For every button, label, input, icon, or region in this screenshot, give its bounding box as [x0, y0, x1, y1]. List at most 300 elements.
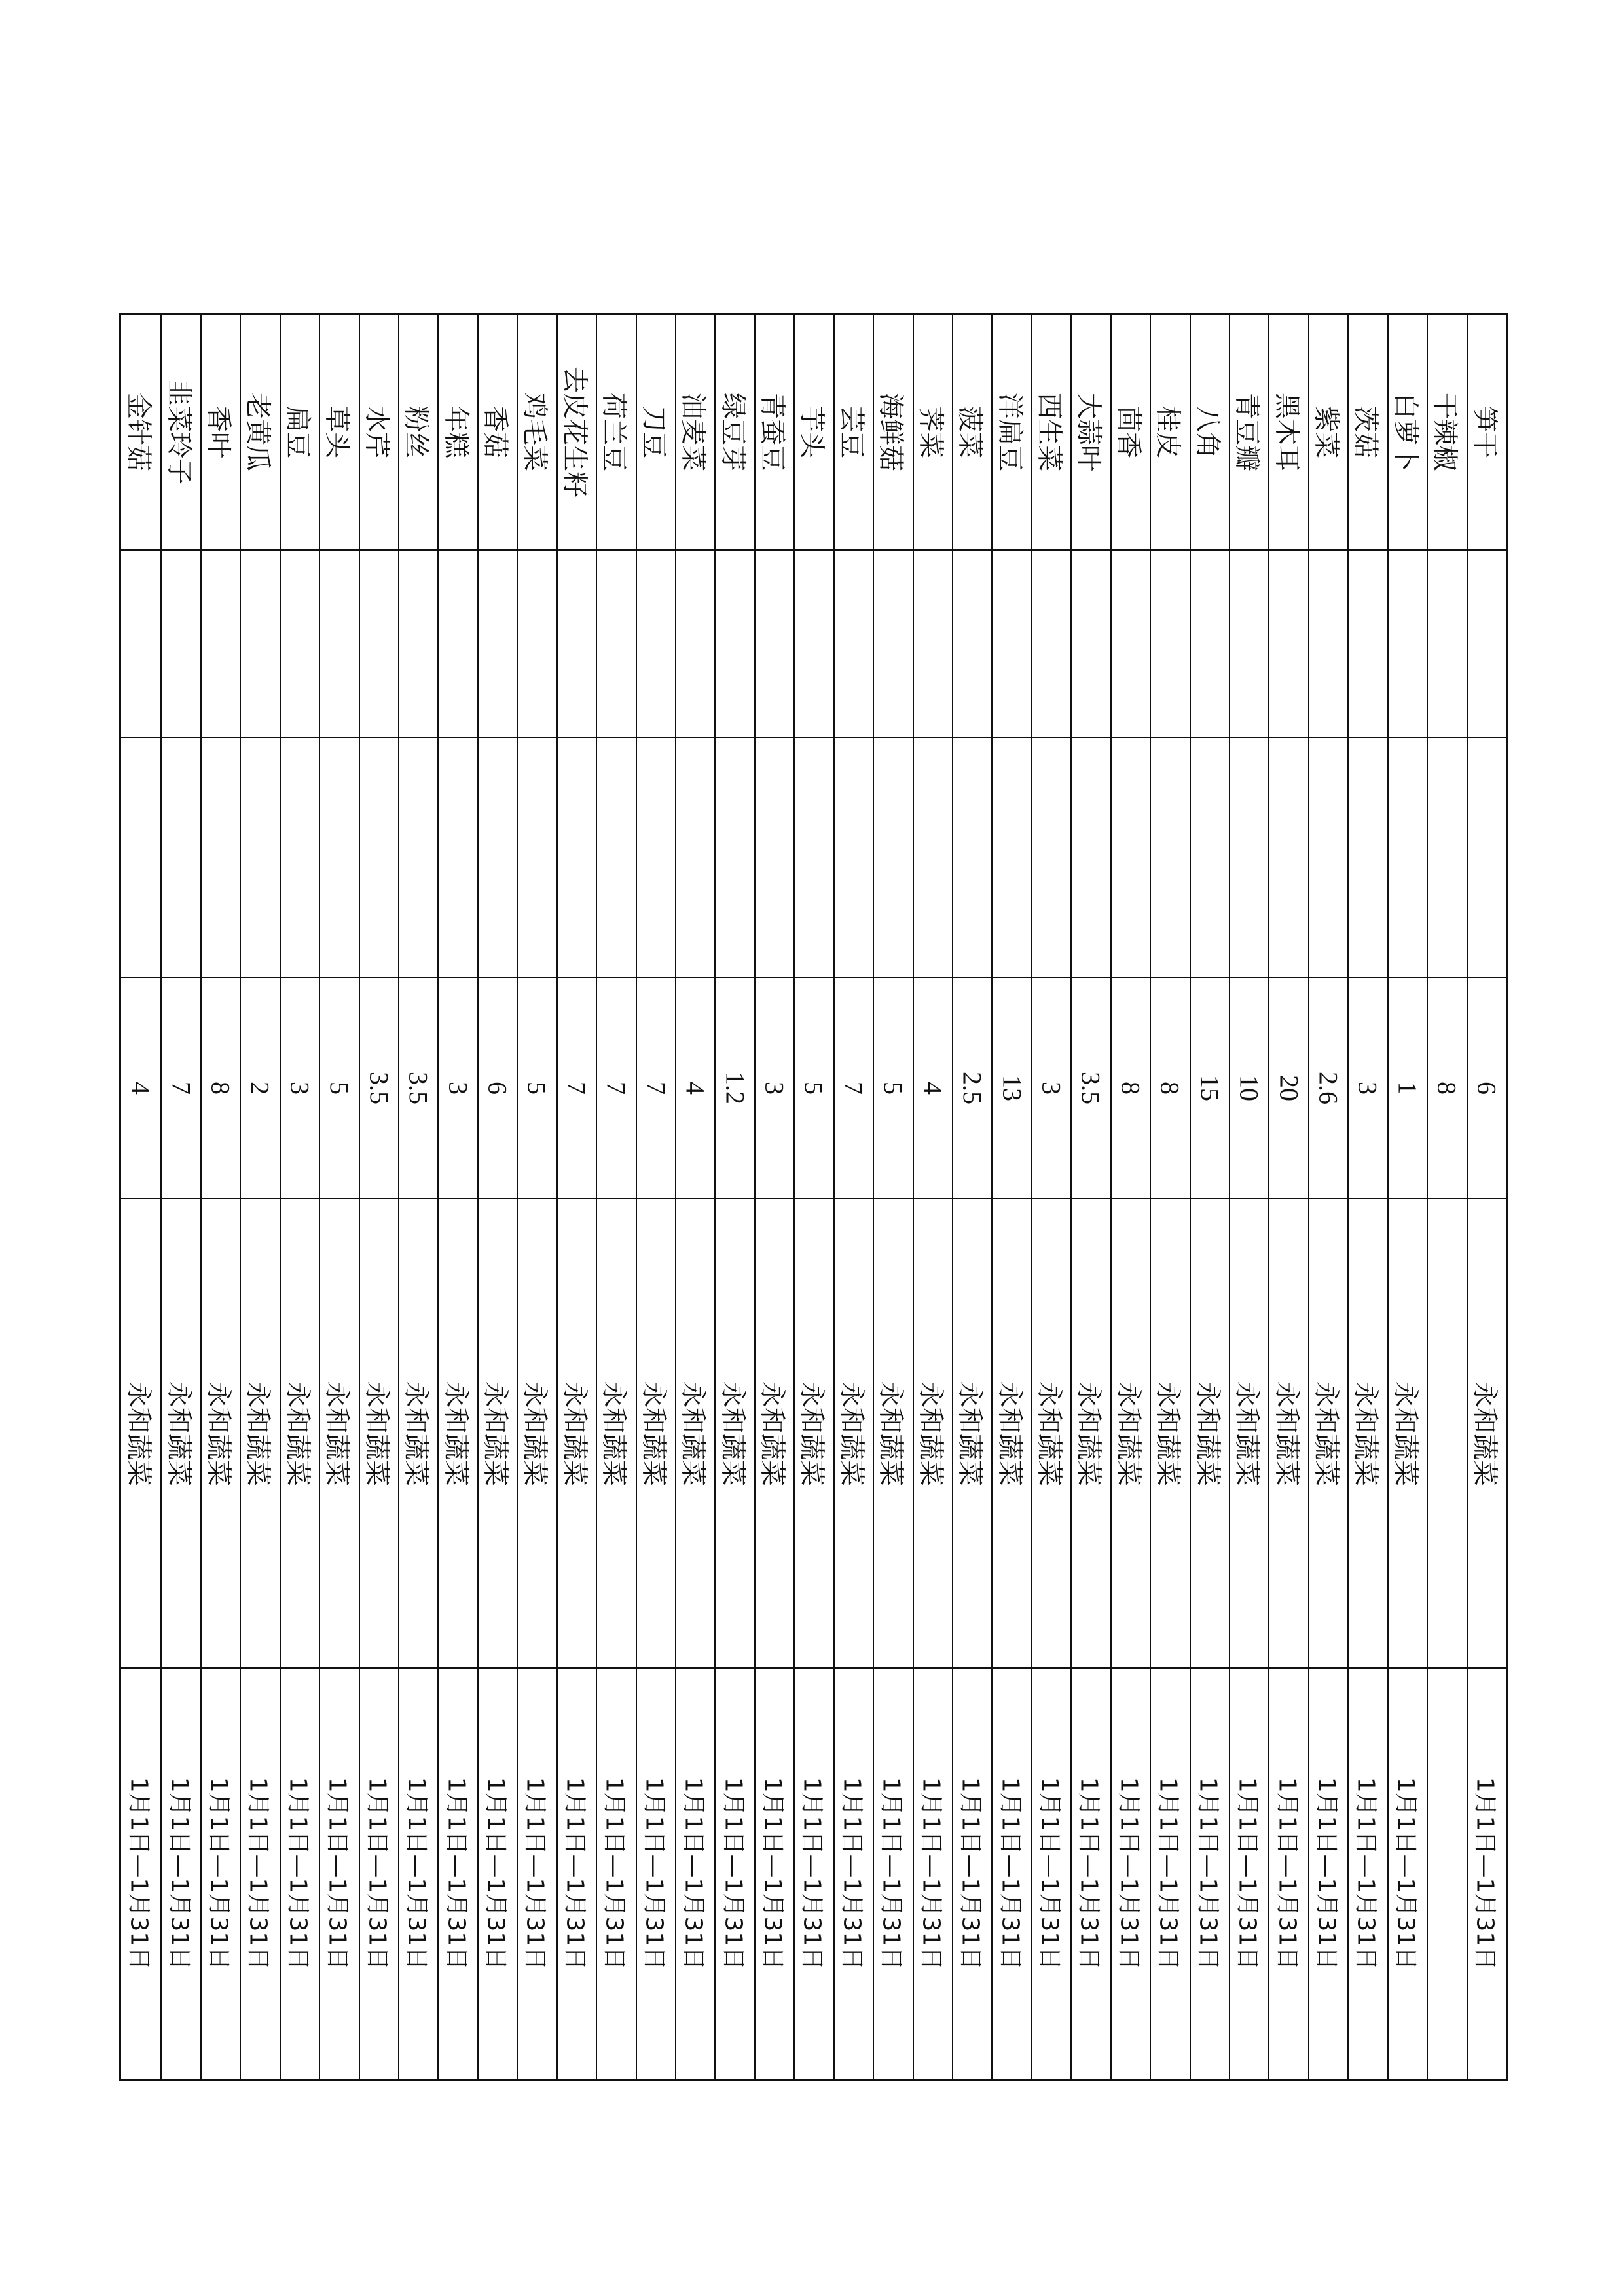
- cell-price: [874, 977, 912, 1198]
- supplier-text: 永和蔬菜: [1350, 1381, 1381, 1486]
- cell-supplier: [637, 1198, 675, 1667]
- table-row: [1190, 315, 1229, 2079]
- cell-price: [1112, 977, 1150, 1198]
- cell-period: [121, 1667, 160, 2079]
- price-text: 5: [799, 1082, 829, 1095]
- period-text: 1月1日—1月31日: [957, 1777, 984, 1971]
- cell-col2: [518, 549, 556, 737]
- period-text: 1月1日—1月31日: [1471, 1777, 1499, 1971]
- supplier-text: 永和蔬菜: [718, 1381, 748, 1486]
- cell-supplier: [874, 1198, 912, 1667]
- cell-price: [241, 977, 279, 1198]
- cell-col3: [637, 737, 675, 977]
- cell-period: [202, 1667, 240, 2079]
- cell-col3: [756, 737, 793, 977]
- name-text: 茨菇: [1350, 406, 1381, 458]
- cell-col3: [479, 737, 517, 977]
- supplier-text: 永和蔬菜: [1034, 1381, 1065, 1486]
- price-text: 3.5: [403, 1072, 433, 1104]
- table-row: [240, 315, 279, 2079]
- period-text: 1月1日—1月31日: [1233, 1777, 1261, 1971]
- cell-name: [597, 315, 635, 549]
- price-text: 7: [641, 1082, 671, 1095]
- cell-price: [993, 977, 1030, 1198]
- table-row: [1347, 315, 1387, 2079]
- cell-supplier: [439, 1198, 477, 1667]
- name-text: 芋头: [796, 406, 827, 458]
- price-text: 3: [443, 1082, 473, 1095]
- period-text: 1月1日—1月31日: [798, 1777, 826, 1971]
- cell-name: [1151, 315, 1189, 549]
- cell-supplier: [1230, 1198, 1268, 1667]
- price-text: 3.5: [1076, 1072, 1106, 1104]
- cell-col2: [953, 549, 991, 737]
- cell-period: [518, 1667, 556, 2079]
- table-row: [359, 315, 398, 2079]
- cell-col2: [637, 549, 675, 737]
- name-text: 水芹: [361, 406, 392, 458]
- cell-period: [1349, 1667, 1387, 2079]
- cell-supplier: [360, 1198, 398, 1667]
- supplier-text: 永和蔬菜: [519, 1381, 550, 1486]
- price-text: 15: [1195, 1075, 1225, 1101]
- cell-col2: [597, 549, 635, 737]
- table-row: [952, 315, 991, 2079]
- cell-col2: [756, 549, 793, 737]
- period-text: 1月1日—1月31日: [205, 1777, 232, 1971]
- period-text: 1月1日—1月31日: [640, 1777, 668, 1971]
- cell-period: [676, 1667, 714, 2079]
- table-row: [714, 315, 754, 2079]
- period-text: 1月1日—1月31日: [1154, 1777, 1182, 1971]
- cell-col2: [479, 549, 517, 737]
- supplier-text: 永和蔬菜: [203, 1381, 234, 1486]
- cell-price: [835, 977, 873, 1198]
- price-text: 2: [245, 1082, 275, 1095]
- table-row: [1150, 315, 1189, 2079]
- period-text: 1月1日—1月31日: [877, 1777, 905, 1971]
- cell-price: [756, 977, 793, 1198]
- cell-period: [241, 1667, 279, 2079]
- table-row: [596, 315, 635, 2079]
- period-text: 1月1日—1月31日: [482, 1777, 509, 1971]
- cell-period: [479, 1667, 517, 2079]
- cell-period: [320, 1667, 358, 2079]
- cell-supplier: [676, 1198, 714, 1667]
- cell-price: [1349, 977, 1387, 1198]
- cell-price: [1072, 977, 1110, 1198]
- cell-col3: [874, 737, 912, 977]
- cell-name: [439, 315, 477, 549]
- name-text: 茴香: [1113, 406, 1144, 458]
- supplier-text: 永和蔬菜: [441, 1381, 471, 1486]
- cell-col3: [241, 737, 279, 977]
- period-text: 1月1日—1月31日: [1313, 1777, 1340, 1971]
- cell-col2: [360, 549, 398, 737]
- period-text: 1月1日—1月31日: [125, 1777, 153, 1971]
- cell-col3: [1468, 737, 1506, 977]
- name-text: 大蒜叶: [1073, 393, 1104, 471]
- name-text: 香叶: [203, 406, 234, 458]
- cell-price: [637, 977, 675, 1198]
- name-text: 青豆瓣: [1231, 393, 1262, 471]
- price-text: 3: [1353, 1082, 1383, 1095]
- table-row: [160, 315, 200, 2079]
- period-text: 1月1日—1月31日: [759, 1777, 786, 1971]
- cell-col3: [1072, 737, 1110, 977]
- cell-col3: [795, 737, 833, 977]
- cell-col3: [399, 737, 437, 977]
- cell-supplier: [399, 1198, 437, 1667]
- cell-supplier: [795, 1198, 833, 1667]
- cell-col3: [993, 737, 1030, 977]
- cell-col3: [1269, 737, 1307, 977]
- name-text: 荠菜: [915, 406, 946, 458]
- price-text: 1: [1393, 1082, 1423, 1095]
- cell-col3: [1112, 737, 1150, 977]
- period-text: 1月1日—1月31日: [1036, 1777, 1063, 1971]
- supplier-text: 永和蔬菜: [282, 1381, 313, 1486]
- cell-supplier: [1151, 1198, 1189, 1667]
- cell-supplier: [1309, 1198, 1347, 1667]
- supplier-text: 永和蔬菜: [955, 1381, 985, 1486]
- price-text: 13: [997, 1075, 1027, 1101]
- cell-price: [320, 977, 358, 1198]
- name-text: 笋干: [1469, 406, 1500, 458]
- cell-col3: [1309, 737, 1347, 977]
- cell-col3: [953, 737, 991, 977]
- cell-period: [281, 1667, 319, 2079]
- cell-name: [1428, 315, 1466, 549]
- cell-price: [162, 977, 200, 1198]
- supplier-text: 永和蔬菜: [361, 1381, 392, 1486]
- table-row: [1268, 315, 1307, 2079]
- supplier-text: 永和蔬菜: [164, 1381, 194, 1486]
- cell-price: [1389, 977, 1427, 1198]
- cell-name: [1468, 315, 1506, 549]
- supplier-text: 永和蔬菜: [1469, 1381, 1500, 1486]
- name-text: 青蚕豆: [757, 393, 788, 471]
- cell-col2: [1191, 549, 1229, 737]
- cell-period: [597, 1667, 635, 2079]
- cell-name: [1269, 315, 1307, 549]
- table-row: [1110, 315, 1150, 2079]
- cell-supplier: [320, 1198, 358, 1667]
- cell-col2: [1072, 549, 1110, 737]
- table-row: [477, 315, 517, 2079]
- cell-supplier: [1468, 1198, 1506, 1667]
- cell-supplier: [1428, 1198, 1466, 1667]
- table-row: [1229, 315, 1268, 2079]
- name-text: 白萝卜: [1390, 393, 1421, 471]
- cell-col3: [360, 737, 398, 977]
- cell-period: [1072, 1667, 1110, 2079]
- cell-price: [716, 977, 754, 1198]
- table-row: [398, 315, 437, 2079]
- name-text: 黑木耳: [1271, 393, 1302, 471]
- cell-name: [676, 315, 714, 549]
- table-row: [754, 315, 793, 2079]
- name-text: 荷兰豆: [598, 393, 629, 471]
- table-row: [636, 315, 675, 2079]
- cell-period: [1468, 1667, 1506, 2079]
- cell-price: [1230, 977, 1268, 1198]
- supplier-text: 永和蔬菜: [1192, 1381, 1223, 1486]
- name-text: 金针菇: [123, 393, 154, 471]
- cell-name: [993, 315, 1030, 549]
- period-text: 1月1日—1月31日: [838, 1777, 866, 1971]
- cell-period: [637, 1667, 675, 2079]
- period-text: 1月1日—1月31日: [521, 1777, 549, 1971]
- name-text: 去皮花生籽: [559, 367, 590, 498]
- cell-price: [202, 977, 240, 1198]
- supplier-text: 永和蔬菜: [836, 1381, 867, 1486]
- cell-col2: [1389, 549, 1427, 737]
- cell-col2: [1032, 549, 1070, 737]
- table-row: [1070, 315, 1110, 2079]
- cell-name: [399, 315, 437, 549]
- table-row: [675, 315, 714, 2079]
- cell-supplier: [597, 1198, 635, 1667]
- table-row: [1387, 315, 1427, 2079]
- cell-supplier: [1191, 1198, 1229, 1667]
- cell-name: [320, 315, 358, 549]
- cell-period: [1230, 1667, 1268, 2079]
- cell-col3: [320, 737, 358, 977]
- period-text: 1月1日—1月31日: [403, 1777, 430, 1971]
- cell-supplier: [1389, 1198, 1427, 1667]
- table-row: [517, 315, 556, 2079]
- cell-col2: [121, 549, 160, 737]
- cell-col3: [597, 737, 635, 977]
- cell-supplier: [1072, 1198, 1110, 1667]
- cell-name: [1072, 315, 1110, 549]
- cell-name: [1349, 315, 1387, 549]
- supplier-text: 永和蔬菜: [1073, 1381, 1104, 1486]
- cell-col2: [1468, 549, 1506, 737]
- cell-col3: [835, 737, 873, 977]
- cell-price: [1191, 977, 1229, 1198]
- cell-price: [518, 977, 556, 1198]
- name-text: 韭菜玲子: [164, 380, 194, 484]
- cell-price: [360, 977, 398, 1198]
- cell-period: [1309, 1667, 1347, 2079]
- price-text: 6: [483, 1082, 513, 1095]
- cell-price: [676, 977, 714, 1198]
- cell-col2: [202, 549, 240, 737]
- cell-col2: [162, 549, 200, 737]
- table-row: [556, 315, 596, 2079]
- cell-name: [281, 315, 319, 549]
- price-text: 6: [1472, 1082, 1502, 1095]
- cell-name: [202, 315, 240, 549]
- cell-price: [597, 977, 635, 1198]
- name-text: 鸡毛菜: [519, 393, 550, 471]
- supplier-text: 永和蔬菜: [994, 1381, 1025, 1486]
- cell-supplier: [121, 1198, 160, 1667]
- cell-col2: [1151, 549, 1189, 737]
- cell-supplier: [1349, 1198, 1387, 1667]
- cell-name: [1112, 315, 1150, 549]
- cell-period: [1112, 1667, 1150, 2079]
- period-text: 1月1日—1月31日: [284, 1777, 312, 1971]
- period-text: 1月1日—1月31日: [1352, 1777, 1379, 1971]
- cell-name: [874, 315, 912, 549]
- cell-supplier: [835, 1198, 873, 1667]
- cell-col2: [1230, 549, 1268, 737]
- table-row: [1308, 315, 1347, 2079]
- price-text: 7: [839, 1082, 869, 1095]
- cell-col3: [162, 737, 200, 977]
- name-text: 油麦菜: [678, 393, 708, 471]
- price-text: 3: [1036, 1082, 1067, 1095]
- cell-col3: [1349, 737, 1387, 977]
- cell-col2: [1309, 549, 1347, 737]
- cell-col3: [676, 737, 714, 977]
- name-text: 干辣椒: [1429, 393, 1460, 471]
- price-text: 4: [918, 1082, 948, 1095]
- cell-col3: [202, 737, 240, 977]
- cell-period: [439, 1667, 477, 2079]
- cell-price: [1151, 977, 1189, 1198]
- cell-period: [835, 1667, 873, 2079]
- cell-name: [1230, 315, 1268, 549]
- cell-name: [953, 315, 991, 549]
- cell-name: [558, 315, 596, 549]
- cell-col2: [241, 549, 279, 737]
- cell-col3: [1191, 737, 1229, 977]
- supplier-text: 永和蔬菜: [638, 1381, 669, 1486]
- supplier-text: 永和蔬菜: [1113, 1381, 1144, 1486]
- period-text: 1月1日—1月31日: [917, 1777, 945, 1971]
- cell-period: [162, 1667, 200, 2079]
- table-row: [200, 315, 240, 2079]
- cell-price: [1468, 977, 1506, 1198]
- period-text: 1月1日—1月31日: [166, 1777, 193, 1971]
- cell-col3: [121, 737, 160, 977]
- cell-price: [914, 977, 952, 1198]
- cell-period: [1191, 1667, 1229, 2079]
- table-row: [319, 315, 358, 2079]
- cell-period: [953, 1667, 991, 2079]
- supplier-text: 永和蔬菜: [401, 1381, 431, 1486]
- name-text: 扁豆: [282, 406, 313, 458]
- price-text: 5: [522, 1082, 552, 1095]
- price-text: 4: [680, 1082, 710, 1095]
- cell-supplier: [914, 1198, 952, 1667]
- price-table: [119, 313, 1508, 2081]
- table-row: [437, 315, 477, 2079]
- price-text: 8: [206, 1082, 236, 1095]
- supplier-text: 永和蔬菜: [1231, 1381, 1262, 1486]
- name-text: 年糕: [441, 406, 471, 458]
- table-row: [991, 315, 1030, 2079]
- cell-supplier: [1032, 1198, 1070, 1667]
- period-text: 1月1日—1月31日: [680, 1777, 707, 1971]
- cell-col3: [914, 737, 952, 977]
- table-row: [793, 315, 833, 2079]
- cell-col2: [1349, 549, 1387, 737]
- supplier-text: 永和蔬菜: [757, 1381, 788, 1486]
- period-text: 1月1日—1月31日: [244, 1777, 272, 1971]
- name-text: 粉丝: [401, 406, 431, 458]
- cell-price: [1309, 977, 1347, 1198]
- table-row: [873, 315, 912, 2079]
- table-row: [833, 315, 873, 2079]
- supplier-text: 永和蔬菜: [1271, 1381, 1302, 1486]
- cell-name: [716, 315, 754, 549]
- price-text: 7: [562, 1082, 592, 1095]
- supplier-text: 永和蔬菜: [1390, 1381, 1421, 1486]
- cell-col2: [1269, 549, 1307, 737]
- cell-col2: [795, 549, 833, 737]
- cell-period: [874, 1667, 912, 2079]
- cell-price: [281, 977, 319, 1198]
- price-text: 8: [1432, 1082, 1462, 1095]
- cell-supplier: [162, 1198, 200, 1667]
- cell-col2: [439, 549, 477, 737]
- cell-name: [360, 315, 398, 549]
- price-text: 5: [324, 1082, 354, 1095]
- supplier-text: 永和蔬菜: [1152, 1381, 1183, 1486]
- period-text: 1月1日—1月31日: [996, 1777, 1024, 1971]
- price-text: 20: [1274, 1075, 1304, 1101]
- cell-price: [1032, 977, 1070, 1198]
- cell-name: [518, 315, 556, 549]
- price-text: 3: [285, 1082, 315, 1095]
- cell-col2: [874, 549, 912, 737]
- cell-period: [1032, 1667, 1070, 2079]
- cell-period: [558, 1667, 596, 2079]
- cell-supplier: [756, 1198, 793, 1667]
- supplier-text: 永和蔬菜: [796, 1381, 827, 1486]
- cell-price: [1269, 977, 1307, 1198]
- period-text: 1月1日—1月31日: [1273, 1777, 1301, 1971]
- table-row: [1031, 315, 1070, 2079]
- price-text: 4: [126, 1082, 156, 1095]
- price-text: 8: [1116, 1082, 1146, 1095]
- price-text: 7: [166, 1082, 196, 1095]
- cell-col2: [1112, 549, 1150, 737]
- cell-supplier: [1269, 1198, 1307, 1667]
- price-text: 10: [1234, 1075, 1264, 1101]
- name-text: 紫菜: [1311, 406, 1341, 458]
- cell-supplier: [479, 1198, 517, 1667]
- name-text: 芸豆: [836, 406, 867, 458]
- price-text: 3.5: [364, 1072, 394, 1104]
- price-text: 3: [759, 1082, 790, 1095]
- cell-col2: [716, 549, 754, 737]
- name-text: 海鲜菇: [875, 393, 906, 471]
- price-text: 2.6: [1313, 1072, 1343, 1104]
- table-row: [121, 315, 160, 2079]
- cell-name: [1191, 315, 1229, 549]
- cell-name: [637, 315, 675, 549]
- cell-supplier: [281, 1198, 319, 1667]
- name-text: 八角: [1192, 406, 1223, 458]
- cell-period: [716, 1667, 754, 2079]
- cell-price: [953, 977, 991, 1198]
- cell-period: [756, 1667, 793, 2079]
- cell-col3: [518, 737, 556, 977]
- cell-col3: [1230, 737, 1268, 977]
- name-text: 老黄瓜: [242, 393, 273, 471]
- name-text: 西生菜: [1034, 393, 1065, 471]
- cell-price: [558, 977, 596, 1198]
- table-row: [913, 315, 952, 2079]
- cell-period: [1269, 1667, 1307, 2079]
- price-text: 5: [878, 1082, 908, 1095]
